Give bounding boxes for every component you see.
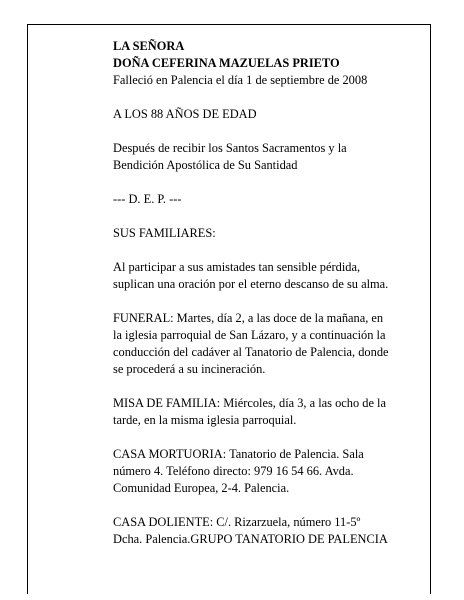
spacer [113, 378, 425, 395]
spacer [113, 429, 425, 446]
funeral-line: conducción del cadáver al Tanatorio de Palencia, donde [113, 345, 389, 359]
sacraments-line: Bendición Apostólica de Su Santidad [113, 158, 298, 172]
rip-line: --- D. E. P. --- [113, 192, 182, 206]
spacer [113, 123, 425, 140]
funeral-line: la iglesia parroquial de San Lázaro, y a continuación la [113, 328, 386, 342]
casa-doliente-line: Dcha. Palencia.GRUPO TANATORIO DE PALENCIA [113, 532, 388, 546]
spacer [113, 497, 425, 514]
age-line: A LOS 88 AÑOS DE EDAD [113, 107, 257, 121]
spacer [113, 208, 425, 225]
spacer [113, 89, 425, 106]
spacer [113, 174, 425, 191]
family-text-line: suplican una oración por el eterno descanso de su alma. [113, 277, 389, 291]
obituary-notice [113, 38, 425, 548]
spacer [113, 293, 425, 310]
header-title: LA SEÑORA [113, 39, 185, 53]
sacraments-line: Después de recibir los Santos Sacramentos y la [113, 141, 347, 155]
casa-mortuoria-line: CASA MORTUORIA: Tanatorio de Palencia. Sala [113, 447, 364, 461]
family-heading: SUS FAMILIARES: [113, 226, 216, 240]
family-text-line: Al participar a sus amistades tan sensible pérdida, [113, 260, 361, 274]
death-date-line: Falleció en Palencia el día 1 de septiembre de 2008 [113, 73, 368, 87]
misa-line: tarde, en la misma iglesia parroquial. [113, 413, 297, 427]
deceased-name: DOÑA CEFERINA MAZUELAS PRIETO [113, 56, 340, 70]
funeral-line: FUNERAL: Martes, día 2, a las doce de la mañana, en [113, 311, 384, 325]
misa-line: MISA DE FAMILIA: Miércoles, día 3, a las ocho de la [113, 396, 386, 410]
funeral-line: se procederá a su incineración. [113, 362, 266, 376]
casa-mortuoria-line: número 4. Teléfono directo: 979 16 54 66. Avda. [113, 464, 354, 478]
casa-doliente-line: CASA DOLIENTE: C/. Rizarzuela, número 11-5º [113, 515, 361, 529]
casa-mortuoria-line: Comunidad Europea, 2-4. Palencia. [113, 481, 290, 495]
spacer [113, 242, 425, 259]
